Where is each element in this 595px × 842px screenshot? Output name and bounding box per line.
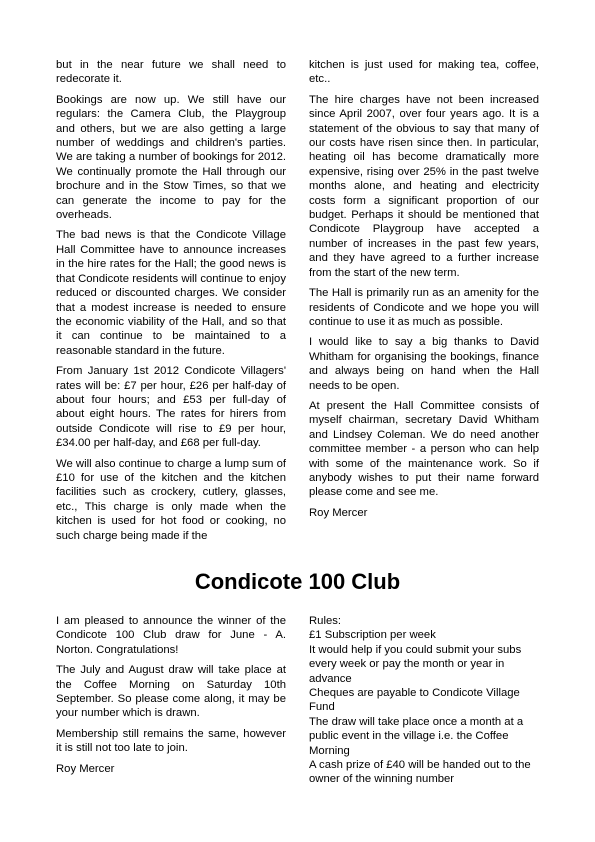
paragraph: We will also continue to charge a lump sum of £10 for use of the kitchen and the kitchen facilities such as crockery, cutlery, glasses, etc., This charge is only made when the kitchen is used for hot food or cooking, no such charge being made if the (56, 457, 286, 542)
paragraph: kitchen is just used for making tea, coffee, etc.. (309, 59, 539, 86)
paragraph: I would like to say a big thanks to David Whitham for organising the bookings, finance and always being on hand when the Hall needs to be open. (309, 336, 539, 392)
rule-item: It would help if you could submit your subs every week or pay the month or year in advance (309, 643, 522, 685)
paragraph: but in the near future we shall need to redecorate it. (56, 59, 286, 86)
paragraph: Membership still remains the same, however it is still not too late to join. (56, 727, 286, 755)
paragraph: The Hall is primarily run as an amenity for the residents of Condicote and we hope you will continue to use it as much as possible. (309, 287, 539, 328)
paragraph: The bad news is that the Condicote Village Hall Committee have to announce increases in the hire rates for the Hall; the good news is that Condicote residents will continue to enjoy reduced or discounted charges. We consider that a modest increase is needed to ensure the economic viability of the Hall, and so that it can continue to be maintained to a reasonable standard in the future. (56, 229, 286, 357)
paragraph: The hire charges have not been increased since April 2007, over four years ago. It is a statement of the obvious to say that many of our costs have risen since then. In particular, heating oil has become dramatically more expensive, rising over 25% in the past twelve months alone, and heating and electricity costs form a significant proportion of our budget. Perhaps it should be mentioned that Condicote Playgroup have accepted a number of increases in the past few years, and they have agreed to a further increase from the start of the new term. (309, 93, 539, 279)
club-column-left (56, 614, 286, 782)
rule-item: A cash prize of £40 will be handed out to the owner of the winning number (309, 759, 531, 786)
paragraph: At present the Hall Committee consists of myself chairman, secretary David Whitham and Lindsey Coleman. We do need another committee member - a person who can help with some of the maintenance work. So if anybody wishes to put their name forward please come and see me. (309, 399, 539, 499)
paragraph: I am pleased to announce the winner of the Condicote 100 Club draw for June - A. Norton. Congratulations! (56, 615, 286, 656)
article-column-right (309, 58, 539, 526)
signature: Roy Mercer (56, 762, 115, 775)
rule-item: The draw will take place once a month at a public event in the village i.e. the Coffee Morning (309, 715, 524, 757)
paragraph: Bookings are now up. We still have our regulars: the Camera Club, the Playgroup and others, but we are also getting a large number of weddings and children's parties. We are taking a number of bookings for 2012. We continually promote the Hall through our brochure and in the Stow Times, so that we can generate the income to pay for the overheads. (56, 93, 286, 222)
rule-item: £1 Subscription per week (309, 629, 436, 642)
paragraph: From January 1st 2012 Condicote Villagers' rates will be: £7 per hour, £26 per half-day of about four hours; and £53 per full-day of about eight hours. The rates for hirers from outside Condicote will rise to £9 per hour, £34.00 per half-day, and £68 per full-day. (56, 365, 286, 450)
paragraph: The July and August draw will take place at the Coffee Morning on Saturday 10th September. So please come along, it may be your number which is drawn. (56, 664, 286, 720)
rule-item: Cheques are payable to Condicote Village Fund (309, 687, 520, 714)
rules-heading: Rules: (309, 615, 342, 627)
section-heading: Condicote 100 Club (194, 569, 401, 594)
article-column-left (56, 58, 286, 549)
signature: Roy Mercer (309, 506, 368, 519)
club-rules-column (309, 614, 539, 787)
